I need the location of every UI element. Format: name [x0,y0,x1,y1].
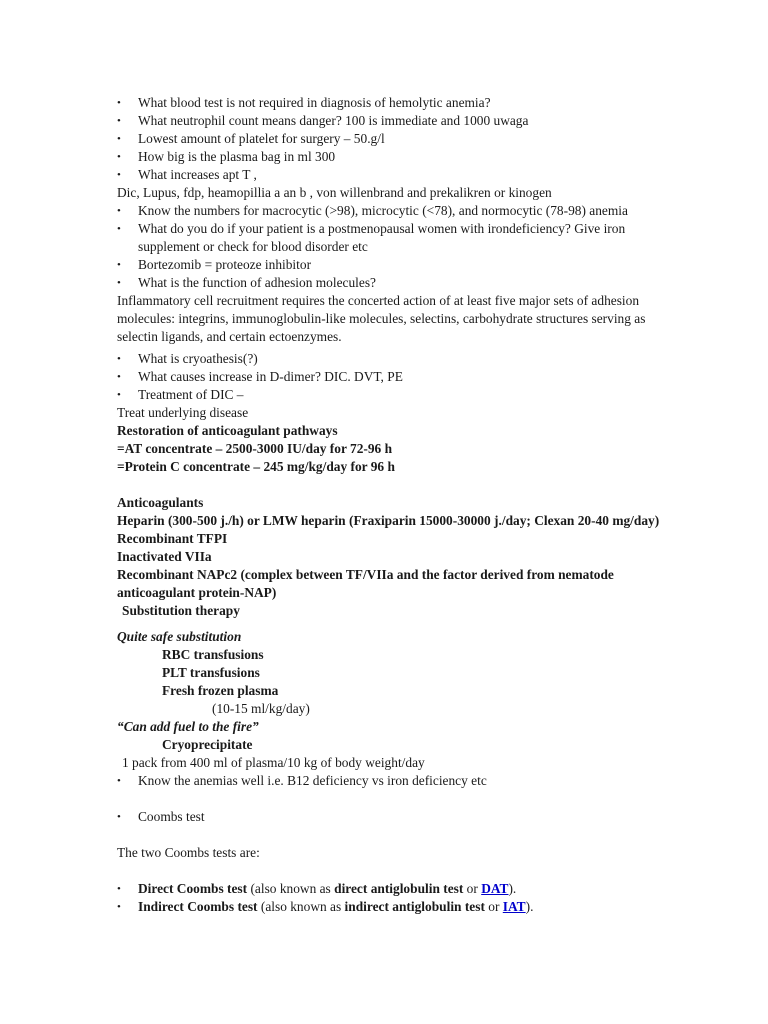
bullet-item [117,202,678,220]
section-heading: Substitution therapy [122,603,240,618]
dosage-line: 1 pack from 400 ml of plasma/10 kg of body weight/day [122,755,425,770]
subsection-heading: “Can add fuel to the fire” [117,719,259,734]
therapy-item: PLT transfusions [162,665,260,680]
iat-link[interactable]: IAT [502,899,526,914]
bullet-dot: • [117,775,121,787]
question-text: What is the function of adhesion molecules? [138,275,376,290]
drug-line: Inactivated VIIa [117,549,212,564]
dosage-line: =AT concentrate – 2500-3000 IU/day for 72-96 h [117,441,393,456]
inline-text: ). [525,899,534,914]
dat-link[interactable]: DAT [481,881,509,896]
bullet-dot: • [117,389,121,401]
question-text: What do you do if your patient is a postmenopausal women with irondeficiency? Give iron supplement or check for blood disorder etc [138,221,626,254]
test-name: Direct Coombs test [138,881,248,896]
bullet-dot: • [117,205,121,217]
bullet-dot: • [117,97,121,109]
alt-name: indirect antiglobulin test [344,899,485,914]
bullet-item [117,130,678,148]
inline-text: ). [508,881,517,896]
question-text: Know the numbers for macrocytic (>98), microcytic (<78), and normocytic (78-98) anemia [138,203,628,218]
bullet-dot: • [117,133,121,145]
bullet-item [117,166,678,184]
bullet-dot: • [117,259,121,271]
test-name: Indirect Coombs test [138,899,258,914]
bullet-dot: • [117,169,121,181]
bullet-dot: • [117,223,121,235]
bullet-item [117,386,678,404]
section-heading: Anticoagulants [117,495,204,510]
dosage-line: (10-15 ml/kg/day) [212,701,310,716]
question-text: Bortezomib = proteoze inhibitor [138,257,312,272]
drug-line: Recombinant TFPI [117,531,228,546]
bullet-item [117,808,678,826]
question-text: Know the anemias well i.e. B12 deficiency vs iron deficiency etc [138,773,487,788]
inline-text: (also known as [257,899,345,914]
bullet-item [117,220,678,256]
therapy-item: Fresh frozen plasma [162,683,279,698]
inline-text: or [484,899,503,914]
drug-line: Heparin (300-500 j./h) or LMW heparin (Fraxiparin 15000-30000 j./day; Clexan 20-40 mg/day) [117,513,660,528]
bullet-item [117,350,678,368]
inline-text: or [463,881,482,896]
therapy-item: Cryoprecipitate [162,737,253,752]
inline-text: (also known as [247,881,335,896]
drug-line: Recombinant NAPc2 (complex between TF/VIIa and the factor derived from nematode anticoagulant protein-NAP) [117,567,614,600]
answer-text: Treat underlying disease [117,405,249,420]
question-text: What increases apt T , [138,167,257,182]
section-heading: Restoration of anticoagulant pathways [117,423,338,438]
subsection-heading: Quite safe substitution [117,629,242,644]
bullet-dot: • [117,371,121,383]
bullet-item [117,94,678,112]
bullet-dot: • [117,811,121,823]
paragraph-text: The two Coombs tests are: [117,845,260,860]
alt-name: direct antiglobulin test [334,881,464,896]
question-text: What neutrophil count means danger? 100 is immediate and 1000 uwaga [138,113,529,128]
question-text: What blood test is not required in diagnosis of hemolytic anemia? [138,95,491,110]
question-text: Treatment of DIC – [138,387,244,402]
bullet-item [117,112,678,130]
bullet-item-indirect-coombs [117,898,678,916]
answer-text: Dic, Lupus, fdp, heamopillia a an b , von willenbrand and prekalikren or kinogen [117,185,552,200]
answer-paragraph: Inflammatory cell recruitment requires the concerted action of at least five major sets of adhesion molecules: integrins, immunoglobulin-like molecules, selectins, carbohydrate structures serving as selectin ligands, and certain ectoenzymes. [117,293,646,344]
bullet-dot: • [117,883,121,895]
question-text: What is cryoathesis(?) [138,351,258,366]
bullet-item [117,274,678,292]
bullet-item [117,256,678,274]
bullet-dot: • [117,353,121,365]
bullet-dot: • [117,277,121,289]
therapy-item: RBC transfusions [162,647,264,662]
question-text: What causes increase in D-dimer? DIC. DVT, PE [138,369,403,384]
bullet-dot: • [117,901,121,913]
question-text: How big is the plasma bag in ml 300 [138,149,336,164]
bullet-dot: • [117,115,121,127]
dosage-line: =Protein C concentrate – 245 mg/kg/day for 96 h [117,459,395,474]
question-text: Coombs test [138,809,205,824]
bullet-dot: • [117,151,121,163]
bullet-item [117,772,678,790]
bullet-item-direct-coombs [117,880,678,898]
question-text: Lowest amount of platelet for surgery – 50.g/l [138,131,385,146]
bullet-item [117,148,678,166]
bullet-item [117,368,678,386]
